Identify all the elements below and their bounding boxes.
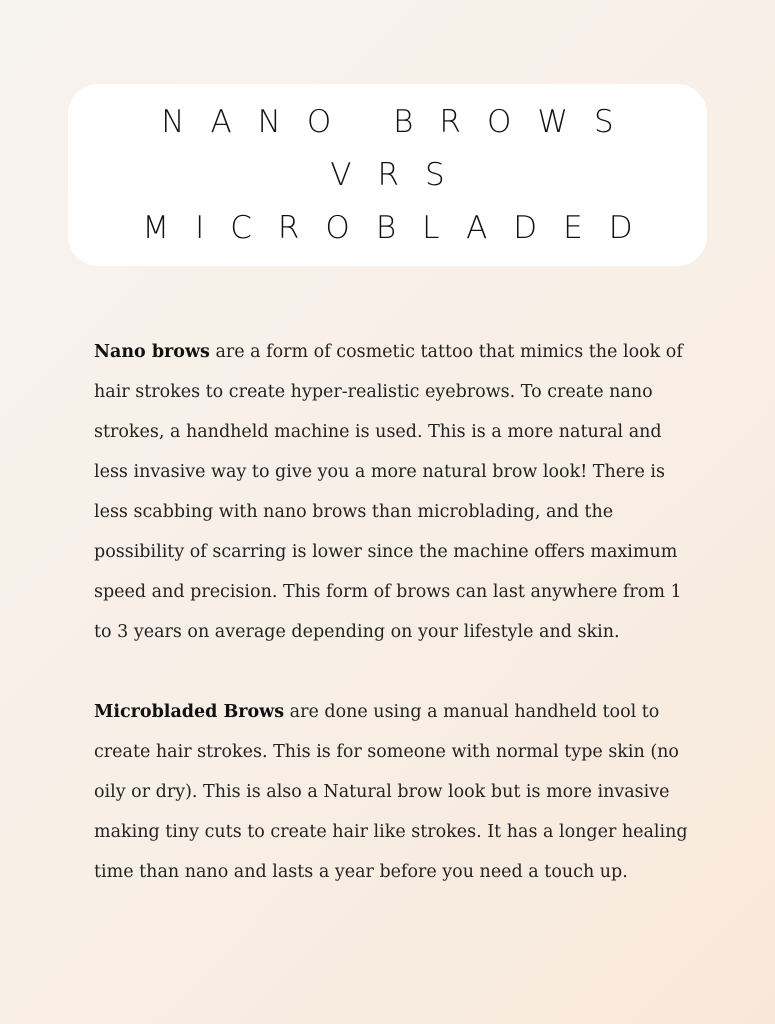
nano-brows-lead: Nano brows [94,342,210,362]
title-card [68,84,707,266]
microbladed-brows-lead: Microbladed Brows [94,702,285,722]
title-line-3: MICROBLADED [142,209,659,246]
title-line-2: VRS [330,156,471,193]
nano-brows-paragraph [94,332,694,652]
microbladed-brows-paragraph [94,692,694,892]
nano-brows-text: are a form of cosmetic tattoo that mimics the look of hair strokes to create hyper-realistic eyebrows. To create nano strokes, a handheld machine is used. This is a more natural and less invasive way to give you a more natural brow look! There is less scabbing with nano brows than microblading, and the possibility of scarring is lower since the machine offers maximum speed and precision. This form of brows can last anywhere from 1 to 3 years on average depending on your lifestyle and skin. [94,342,683,642]
microbladed-brows-text: are done using a manual handheld tool to create hair strokes. This is for someone with normal type skin (no oily or dry). This is also a Natural brow look but is more invasive making tiny cuts to create hair like strokes. It has a longer healing time than nano and lasts a year before you need a touch up. [94,702,688,882]
article-body [94,332,694,932]
title-line-1: NANO BROWS [161,103,640,140]
